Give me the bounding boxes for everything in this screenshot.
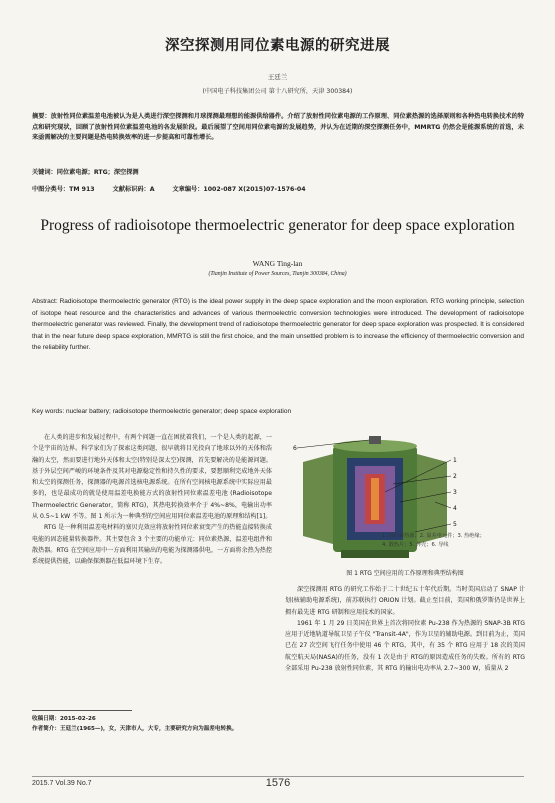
svg-text:6: 6	[293, 445, 297, 452]
body-paragraph: RTG 是一种利用温差电材料的塞贝克效应将放射性同位素衰变产生的热能直接转换成电能的固态能量转换器件。其主要包含 3 个主要的功能单元：同位素热源，温差电组件和散热器。RTG 在空间应用中一方面利用其输出的电能为探测器供电，一方面将余热为热控系统提供热能，以确保探测器在低温环境下生存。	[32, 524, 272, 566]
body-paragraph: 1961 年 1 月 29 日美国在世界上首次将同位素 Pu-238 作为热源的 SNAP-3B RTG 应用于近地轨道导航卫星子午仪 "Transit-4A"，作为卫星的辅助电源。到目前为止，美国已在 27 次空间飞行任务中使用 46 个 RTG，其中，有 35 个 RTG 应用于 18 次的美国航空航天局(NASA)的任务，没有 1 次是由于 RTG的原因造成任务的失败。所有的 RTG 全部采用 Pu-238 放射性同位素，其 RTG 的输出电功率从 2.7~300 W，质量从 2	[285, 619, 525, 673]
svg-text:4: 4	[453, 505, 457, 512]
body-paragraph: 在人类的进步和发展过程中，有两个问题一直在困扰着我们，一个是人类的起源，一个是宇宙的边界。科学家们为了探索这类问题，很早就将目光投向了地球以外的天体和浩瀚的太空，然而要进行地外天体和太空(特别是深太空)探测，首先要解决的是能源问题。基于外层空间严峻的环境条件及其对电源稳定性和持久性的要求，要想顺利完成地外天体和太空的探测任务，探测器的电源首选核电源系统。在所有空间核电源系统中实际应用最多的，也是最成功的就是使用温差电换能方式的放射性同位素温差电池 (Radioisotope Thermoelectric Generator，简称 RTG)，其热电转换效率介于 4%~8%，电输出功率从 0.5~1 kW 不等。图 1 所示为一种典型的空间应用同位素温差电池的原理和结构[1]。	[32, 434, 272, 521]
clc-number: 中图分类号：TM 913	[32, 186, 95, 193]
english-abstract: Abstract: Radioisotope thermoelectric generator (RTG) is the ideal power supply in the deep space exploration and the moon exploration. RTG working principle, selection of isotope heat resource and the characteristics and advances of various thermoelectric conversion technologies were introduced. The development of radioisotope thermoelectric generator was reviewed. Finally, the development trend of radioisotope thermoelectric generator for deep space exploration was prospected. It is considered that in the near future deep space exploration, MMRTG is still the first choice, and the main unsettled problem is to increase the efficiency of thermoelectric conversion and the reliability further.	[32, 298, 524, 352]
chinese-author: 王廷兰	[267, 73, 288, 81]
classification-line	[32, 184, 524, 193]
footnote	[32, 714, 272, 734]
english-keywords: Key words: nuclear battery; radioisotope thermoelectric generator; deep space exploration	[32, 408, 292, 415]
body-paragraph: 深空探测用 RTG 的研究工作始于二十世纪五十年代后期。当时美国启动了 SNAP 计划(核辅助电源系统)，前苏联执行 ORION 计划。截止至目前，美国和俄罗斯仍是世界上拥有最先进 RTG 研制和应用技术的国家。	[285, 586, 525, 616]
english-author: WANG Ting-lan	[252, 259, 303, 268]
body-right-column	[285, 584, 525, 674]
page-number: 1576	[265, 777, 291, 789]
svg-text:3: 3	[453, 489, 457, 496]
chinese-abstract: 摘要：放射性同位素温差电池被认为是人类进行深空探测和月球探测最理想的能源供给器件。介绍了放射性同位素电源的工作原理、同位素热源的选择原则和各种热电转换技术的特点和研究现状，回顾了放射性同位素温差电池的各发展阶段。最后展望了空间用同位素电源的发展趋势，并认为在近期的深空探测任务中，MMRTG 仍然会是能源系统的首选，未来亟需解决的主要问题是热电转换效率的进一步提高和可靠性增长。	[32, 113, 524, 142]
english-affiliation: (Tianjin Institute of Power Sources, Tianjin 300384, China)	[208, 271, 347, 277]
footnote-rule	[32, 710, 132, 711]
svg-text:2: 2	[453, 473, 457, 480]
author-bio: 作者简介：王廷兰(1965—)，女，天津市人，大专，主要研究方向为温差电转换。	[32, 726, 238, 732]
chinese-affiliation: (中国电子科技集团公司 第十八研究所，天津 300384)	[202, 88, 353, 95]
issue-info: 2015.7 Vol.39 No.7	[32, 780, 92, 787]
figure-caption: 图 1 RTG 空间应用的工作原理和典型结构图	[346, 570, 464, 577]
legend-line: 4. 散热片；5. 外壳；6. 导线	[382, 542, 449, 548]
chinese-title: 深空探测用同位素电源的研究进展	[165, 38, 390, 54]
svg-text:5: 5	[453, 521, 457, 528]
english-title: Progress of radioisotope thermoelectric generator for deep space exploration	[40, 217, 515, 234]
article-number: 文章编号：1002-087 X(2015)07-1576-04	[172, 186, 306, 193]
legend-line: 1. 同位素热源；2. 温差电元件；3. 热绝缘；	[382, 533, 485, 539]
body-left-column	[32, 432, 272, 568]
svg-text:1: 1	[453, 457, 457, 464]
chinese-keywords: 关键词：同位素电源；RTG；深空探测	[32, 169, 139, 176]
cooling-fin-left	[303, 454, 333, 544]
received-date: 收稿日期：2015-02-26	[32, 716, 96, 722]
figure-legend	[382, 532, 522, 550]
document-code: 文献标识码：A	[112, 186, 155, 193]
